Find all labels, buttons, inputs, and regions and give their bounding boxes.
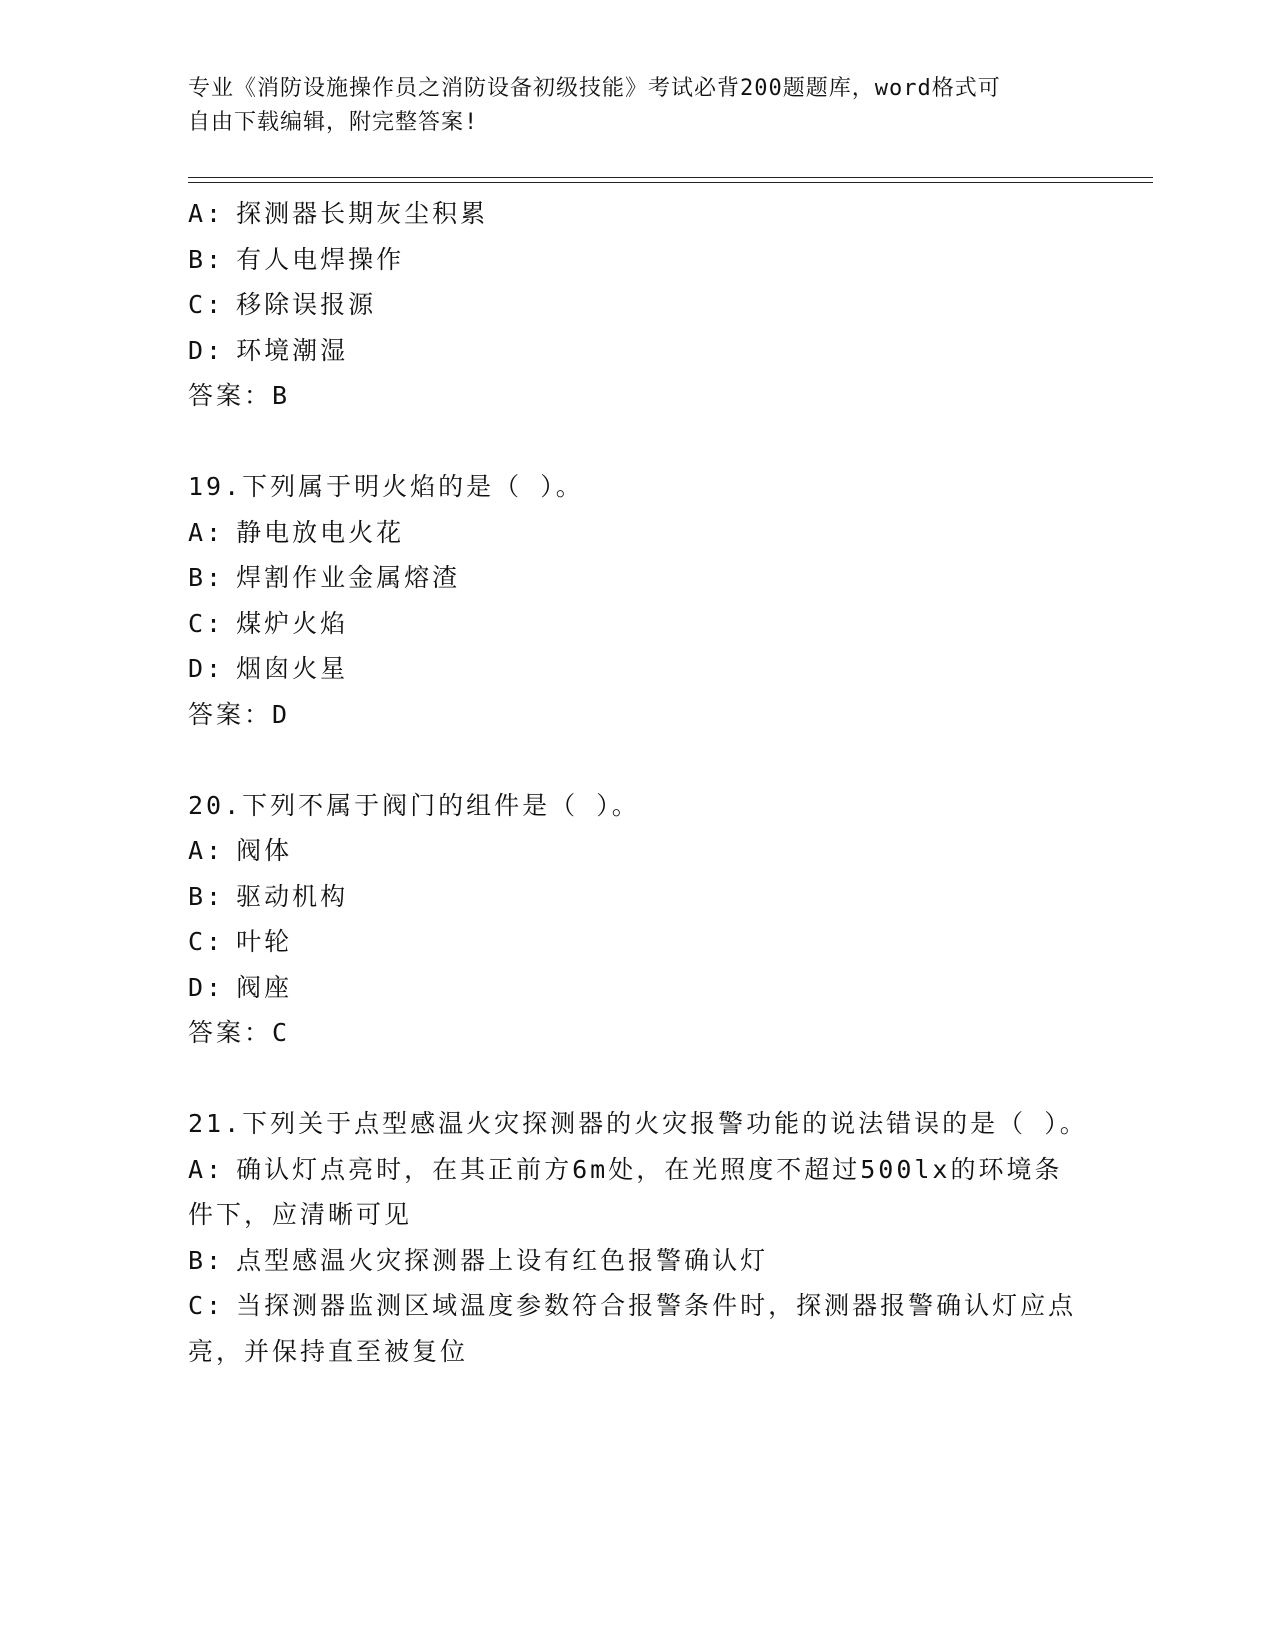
- question-stem: 20.下列不属于阀门的组件是（ ）。: [188, 790, 640, 820]
- answer-line: 答案：B: [188, 381, 291, 410]
- answer-line: 答案：D: [188, 699, 291, 729]
- option-c: C: 叶轮: [188, 927, 293, 956]
- option-c: C: 移除误报源: [188, 290, 377, 319]
- option-a: A: 探测器长期灰尘积累: [188, 199, 489, 228]
- question-20: [188, 783, 1088, 1056]
- option-d: D: 环境潮湿: [188, 335, 349, 365]
- question-list: [188, 191, 1088, 1374]
- header-title-line-1: 专业《消防设施操作员之消防设备初级技能》考试必背200题题库，word格式可: [188, 76, 1001, 101]
- answer-line: 答案：C: [188, 1018, 291, 1047]
- spacer: [188, 737, 1088, 783]
- option-b: B: 驱动机构: [188, 881, 349, 911]
- option-d: D: 烟囱火星: [188, 654, 349, 683]
- document-header: [188, 72, 1068, 140]
- question-stem: 21.下列关于点型感温火灾探测器的火灾报警功能的说法错误的是（ ）。: [188, 1109, 1088, 1138]
- option-b: B: 有人电焊操作: [188, 244, 405, 274]
- option-a: A: 确认灯点亮时，在其正前方6m处，在光照度不超过500lx的环境条件下，应清晰可见: [188, 1154, 1063, 1229]
- option-a: A: 阀体: [188, 836, 293, 865]
- spacer: [188, 1056, 1088, 1102]
- question-19: [188, 464, 1088, 737]
- option-a: A: 静电放电火花: [188, 517, 405, 547]
- option-b: B: 焊割作业金属熔渣: [188, 563, 461, 592]
- question-stem: 19.下列属于明火焰的是（ ）。: [188, 472, 584, 501]
- header-divider-bottom: [188, 182, 1153, 183]
- option-b: B: 点型感温火灾探测器上设有红色报警确认灯: [188, 1245, 769, 1275]
- option-c: C: 当探测器监测区域温度参数符合报警条件时，探测器报警确认灯应点亮，并保持直至被复位: [188, 1291, 1077, 1366]
- question-21: [188, 1101, 1088, 1374]
- option-c: C: 煤炉火焰: [188, 608, 349, 638]
- spacer: [188, 419, 1088, 465]
- header-title-line-2: 自由下载编辑，附完整答案!: [188, 110, 479, 135]
- question-18-continued: [188, 191, 1088, 419]
- header-divider-top: [188, 177, 1153, 178]
- option-d: D: 阀座: [188, 972, 293, 1002]
